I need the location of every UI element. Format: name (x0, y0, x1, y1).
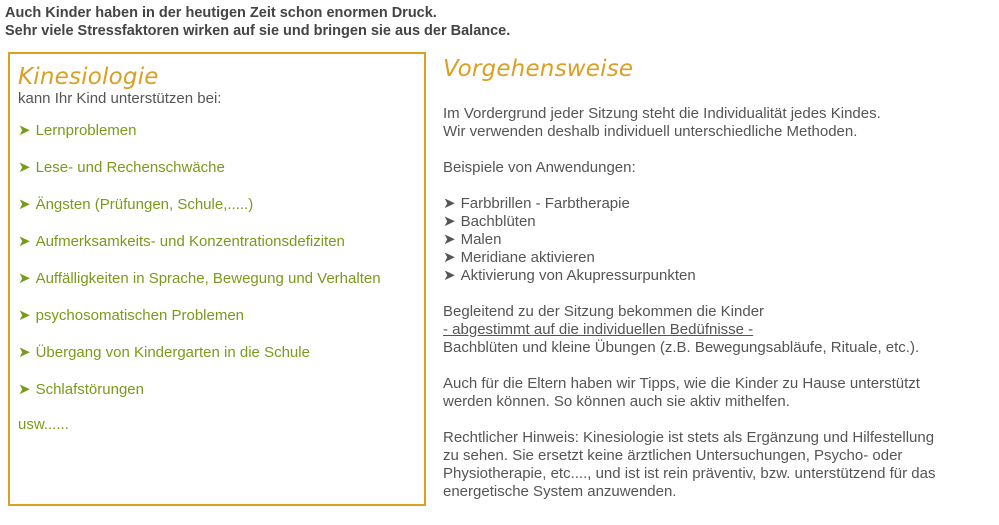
session-paragraph: Begleitend zu der Sitzung bekommen die Kinder - abgestimmt auf die individuellen Bedüfnisse - Bachblüten und kleine Übungen (z.B. Bewegungsabläufe, Rituale, etc.). (443, 303, 920, 356)
vorgehensweise-section (443, 56, 983, 519)
arrow-right-icon: ➤ (18, 233, 31, 250)
list-item: ➤ Meridiane aktivieren (443, 249, 595, 266)
examples-label: Beispiele von Anwendungen: (443, 159, 636, 176)
arrow-right-icon: ➤ (443, 249, 456, 266)
arrow-right-icon: ➤ (443, 267, 456, 284)
list-item: ➤ Aufmerksamkeits- und Konzentrationsdefiziten (18, 233, 345, 250)
arrow-right-icon: ➤ (443, 231, 456, 248)
kinesiologie-title: Kinesiologie (18, 64, 159, 90)
arrow-right-icon: ➤ (18, 307, 31, 324)
list-item: ➤ Malen (443, 231, 502, 248)
arrow-right-icon: ➤ (18, 122, 31, 139)
list-footer: usw...... (18, 416, 69, 433)
intro-paragraph: Im Vordergrund jeder Sitzung steht die Individualität jedes Kindes. Wir verwenden deshalb individuell unterschiedliche Methoden. (443, 105, 881, 140)
kinesiologie-subtitle: kann Ihr Kind unterstützen bei: (18, 90, 222, 107)
benefits-list (18, 122, 416, 399)
parents-paragraph: Auch für die Eltern haben wir Tipps, wie die Kinder zu Hause unterstützt werden können. So können auch sie aktiv mithelfen. (443, 375, 920, 410)
list-item: ➤ Lernproblemen (18, 122, 137, 139)
list-item: ➤ Übergang von Kindergarten in die Schule (18, 344, 310, 361)
vorgehensweise-title: Vorgehensweise (443, 56, 634, 82)
intro-line-1: Auch Kinder haben in der heutigen Zeit schon enormen Druck. (5, 5, 437, 21)
list-item: ➤ Ängsten (Prüfungen, Schule,.....) (18, 196, 254, 213)
intro-text (5, 4, 510, 40)
list-item: ➤ Bachblüten (443, 213, 536, 230)
arrow-right-icon: ➤ (18, 159, 31, 176)
kinesiologie-box (8, 52, 426, 506)
needs-note: - abgestimmt auf die individuellen Bedüfnisse - (443, 321, 754, 338)
list-item: ➤ Aktivierung von Akupressurpunkten (443, 267, 696, 284)
arrow-right-icon: ➤ (18, 196, 31, 213)
list-item: ➤ Farbbrillen - Farbtherapie (443, 195, 630, 212)
list-item: ➤ psychosomatischen Problemen (18, 307, 245, 324)
legal-notice: Rechtlicher Hinweis: Kinesiologie ist stets als Ergänzung und Hilfestellung zu sehen. Sie ersetzt keine ärztlichen Untersuchungen, Psycho- oder Physiotherapie, etc...., und ist ist rein präventiv, bzw. unterstützend für das energetische System anzuwenden. (443, 429, 936, 500)
arrow-right-icon: ➤ (443, 213, 456, 230)
list-item: ➤ Auffälligkeiten in Sprache, Bewegung und Verhalten (18, 270, 381, 287)
arrow-right-icon: ➤ (18, 344, 31, 361)
arrow-right-icon: ➤ (18, 270, 31, 287)
examples-list (443, 195, 983, 285)
list-item: ➤ Lese- und Rechenschwäche (18, 159, 225, 176)
arrow-right-icon: ➤ (443, 195, 456, 212)
list-item: ➤ Schlafstörungen (18, 381, 144, 398)
arrow-right-icon: ➤ (18, 381, 31, 398)
intro-line-2: Sehr viele Stressfaktoren wirken auf sie und bringen sie aus der Balance. (5, 23, 511, 39)
